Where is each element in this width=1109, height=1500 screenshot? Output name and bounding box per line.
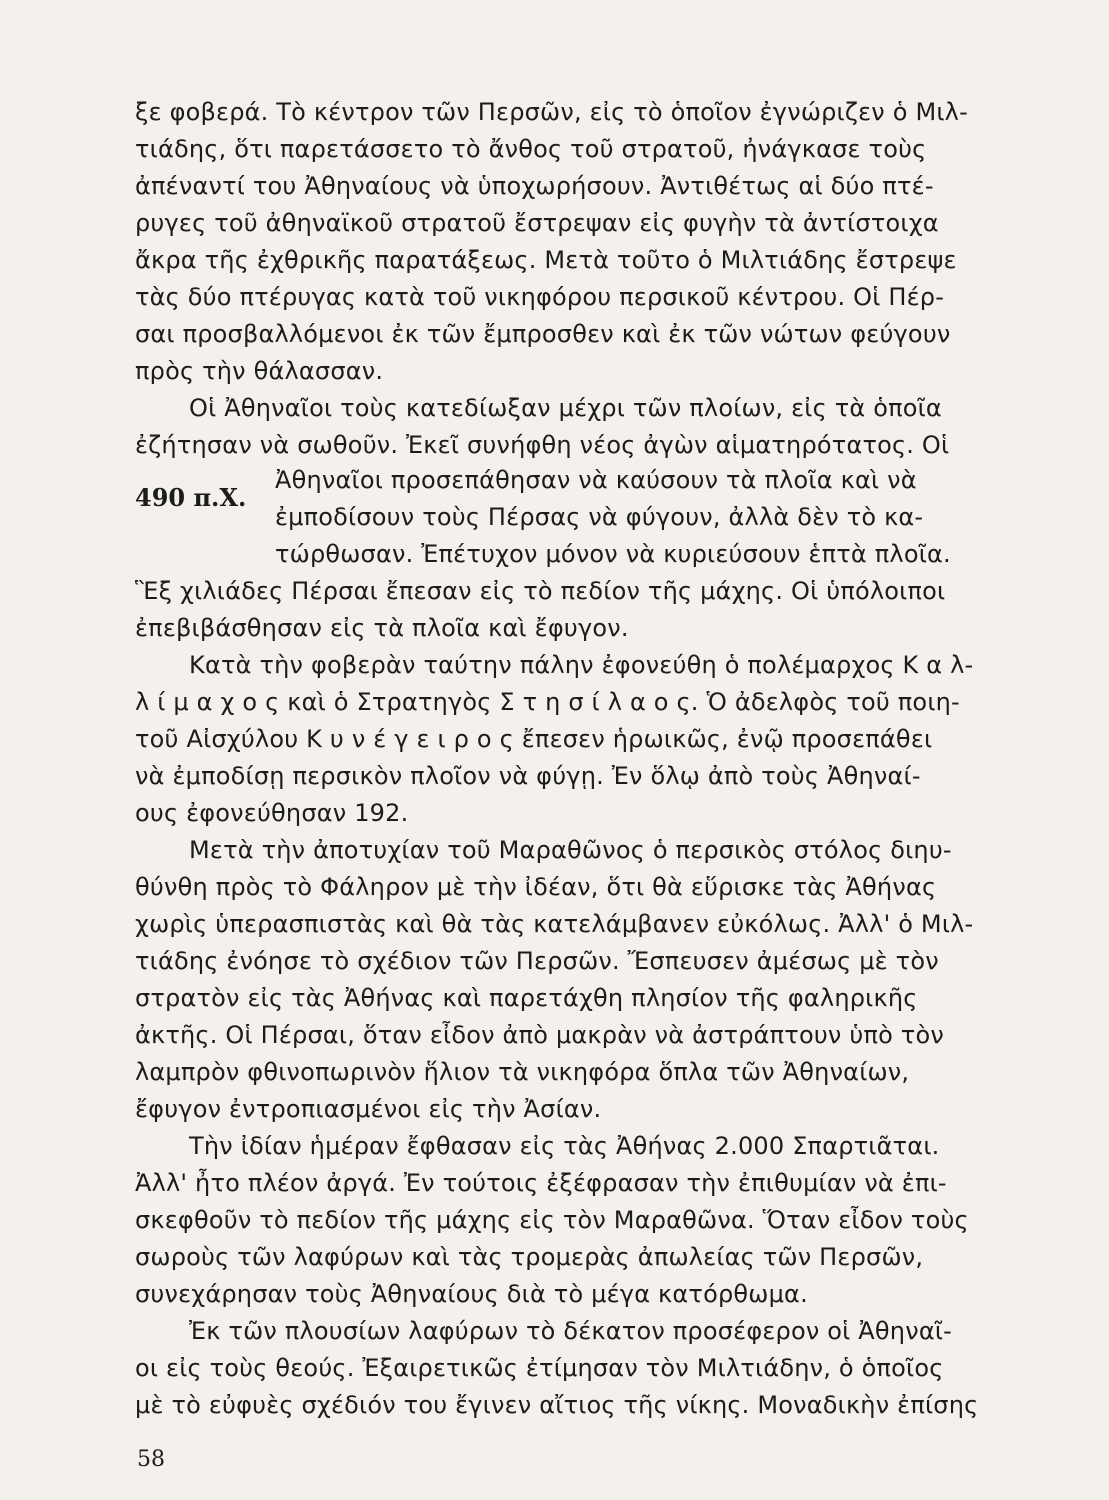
text-line: ἐπεβιβάσθησαν εἰς τὰ πλοῖα καὶ ἔφυγον. xyxy=(135,614,629,642)
text-line: Τὴν ἰδίαν ἡμέραν ἔφθασαν εἰς τὰς Ἀθήνας 2.000 Σπαρτιᾶται. xyxy=(189,1132,940,1160)
text-line: Ἐκ τῶν πλουσίων λαφύρων τὸ δέκατον προσέφερον οἱ Ἀθηναῖ- xyxy=(189,1317,953,1345)
text-line: ρυγες τοῦ ἀθηναϊκοῦ στρατοῦ ἔστρεψαν εἰς φυγὴν τὰ ἀντίστοιχα xyxy=(135,209,939,237)
text-line: Ἀλλ' ἦτο πλέον ἀργά. Ἐν τούτοις ἐξέφρασαν τὴν ἐπιθυμίαν νὰ ἐπι- xyxy=(135,1169,947,1197)
text-line: ἀκτῆς. Οἱ Πέρσαι, ὅταν εἶδον ἀπὸ μακρὰν νὰ ἀστράπτουν ὑπὸ τὸν xyxy=(135,1021,944,1049)
text-line: ἀπέναντί του Ἀθηναίους νὰ ὑποχωρήσουν. Ἀντιθέτως αἱ δύο πτέ- xyxy=(135,172,934,200)
text-line: Ἀθηναῖοι προσεπάθησαν νὰ καύσουν τὰ πλοῖα καὶ νὰ xyxy=(275,466,917,494)
text-line: Οἱ Ἀθηναῖοι τοὺς κατεδίωξαν μέχρι τῶν πλοίων, εἰς τὰ ὁποῖα xyxy=(189,394,942,422)
text-line: Ἓξ χιλιάδες Πέρσαι ἔπεσαν εἰς τὸ πεδίον τῆς μάχης. Οἱ ὑπόλοιποι xyxy=(135,577,946,605)
margin-date-note: 490 π.Χ. xyxy=(135,483,247,512)
text-line: Μετὰ τὴν ἀποτυχίαν τοῦ Μαραθῶνος ὁ περσικὸς στόλος διηυ- xyxy=(189,836,952,864)
text-line: λ ί μ α χ ο ς καὶ ὁ Στρατηγὸς Σ τ η σ ί λ α ο ς. Ὁ ἀδελφὸς τοῦ ποιη- xyxy=(135,688,960,716)
text-line: τιάδης, ὅτι παρετάσσετο τὸ ἄνθος τοῦ στρατοῦ, ἠνάγκασε τοὺς xyxy=(135,135,927,163)
text-line: οι εἰς τοὺς θεούς. Ἐξαιρετικῶς ἐτίμησαν τὸν Μιλτιάδην, ὁ ὁποῖος xyxy=(135,1354,944,1382)
text-line: τιάδης ἐνόησε τὸ σχέδιον τῶν Περσῶν. Ἔσπευσεν ἀμέσως μὲ τὸν xyxy=(135,947,939,975)
text-line: νὰ ἐμποδίσῃ περσικὸν πλοῖον νὰ φύγῃ. Ἐν ὅλῳ ἀπὸ τοὺς Ἀθηναί- xyxy=(135,762,921,790)
text-line: χωρὶς ὑπερασπιστὰς καὶ θὰ τὰς κατελάμβανεν εὐκόλως. Ἀλλ' ὁ Μιλ- xyxy=(135,910,974,938)
text-line: θύνθη πρὸς τὸ Φάληρον μὲ τὴν ἰδέαν, ὅτι θὰ εὕρισκε τὰς Ἀθήνας xyxy=(135,873,937,901)
text-line: ἐμποδίσουν τοὺς Πέρσας νὰ φύγουν, ἀλλὰ δὲν τὸ κα- xyxy=(275,503,924,531)
text-line: ἐζήτησαν νὰ σωθοῦν. Ἐκεῖ συνήφθη νέος ἀγὼν αἱματηρότατος. Οἱ xyxy=(135,431,950,459)
text-line: σαι προσβαλλόμενοι ἐκ τῶν ἔμπροσθεν καὶ ἐκ τῶν νώτων φεύγουν xyxy=(135,320,951,348)
text-line: πρὸς τὴν θάλασσαν. xyxy=(135,357,384,385)
text-line: ξε φοβερά. Τὸ κέντρον τῶν Περσῶν, εἰς τὸ ὁποῖον ἐγνώριζεν ὁ Μιλ- xyxy=(135,98,968,126)
text-line: ἄκρα τῆς ἐχθρικῆς παρατάξεως. Μετὰ τοῦτο ὁ Μιλτιάδης ἔστρεψε xyxy=(135,246,957,274)
text-line: συνεχάρησαν τοὺς Ἀθηναίους διὰ τὸ μέγα κατόρθωμα. xyxy=(135,1280,808,1308)
text-line: στρατὸν εἰς τὰς Ἀθήνας καὶ παρετάχθη πλησίον τῆς φαληρικῆς xyxy=(135,984,918,1012)
text-line: Κατὰ τὴν φοβερὰν ταύτην πάλην ἐφονεύθη ὁ πολέμαρχος Κ α λ- xyxy=(189,651,974,679)
text-line: μὲ τὸ εὐφυὲς σχέδιόν του ἔγινεν αἴτιος τῆς νίκης. Μοναδικὴν ἐπίσης xyxy=(135,1391,979,1419)
text-line: ἔφυγον ἐντροπιασμένοι εἰς τὴν Ἀσίαν. xyxy=(135,1095,602,1123)
text-line: σωροὺς τῶν λαφύρων καὶ τὰς τρομερὰς ἀπωλείας τῶν Περσῶν, xyxy=(135,1243,924,1271)
text-line: λαμπρὸν φθινοπωρινὸν ἥλιον τὰ νικηφόρα ὅπλα τῶν Ἀθηναίων, xyxy=(135,1058,910,1086)
text-line: ους ἐφονεύθησαν 192. xyxy=(135,799,409,827)
page-number: 58 xyxy=(137,1447,165,1472)
text-line: σκεφθοῦν τὸ πεδίον τῆς μάχης εἰς τὸν Μαραθῶνα. Ὅταν εἶδον τοὺς xyxy=(135,1206,969,1234)
text-line: τὰς δύο πτέρυγας κατὰ τοῦ νικηφόρου περσικοῦ κέντρου. Οἱ Πέρ- xyxy=(135,283,945,311)
text-line: τώρθωσαν. Ἐπέτυχον μόνον νὰ κυριεύσουν ἑπτὰ πλοῖα. xyxy=(275,540,951,568)
text-line: τοῦ Αἰσχύλου Κ υ ν έ γ ε ι ρ ο ς ἔπεσεν ἡρωικῶς, ἐνῷ προσεπάθει xyxy=(135,725,933,753)
